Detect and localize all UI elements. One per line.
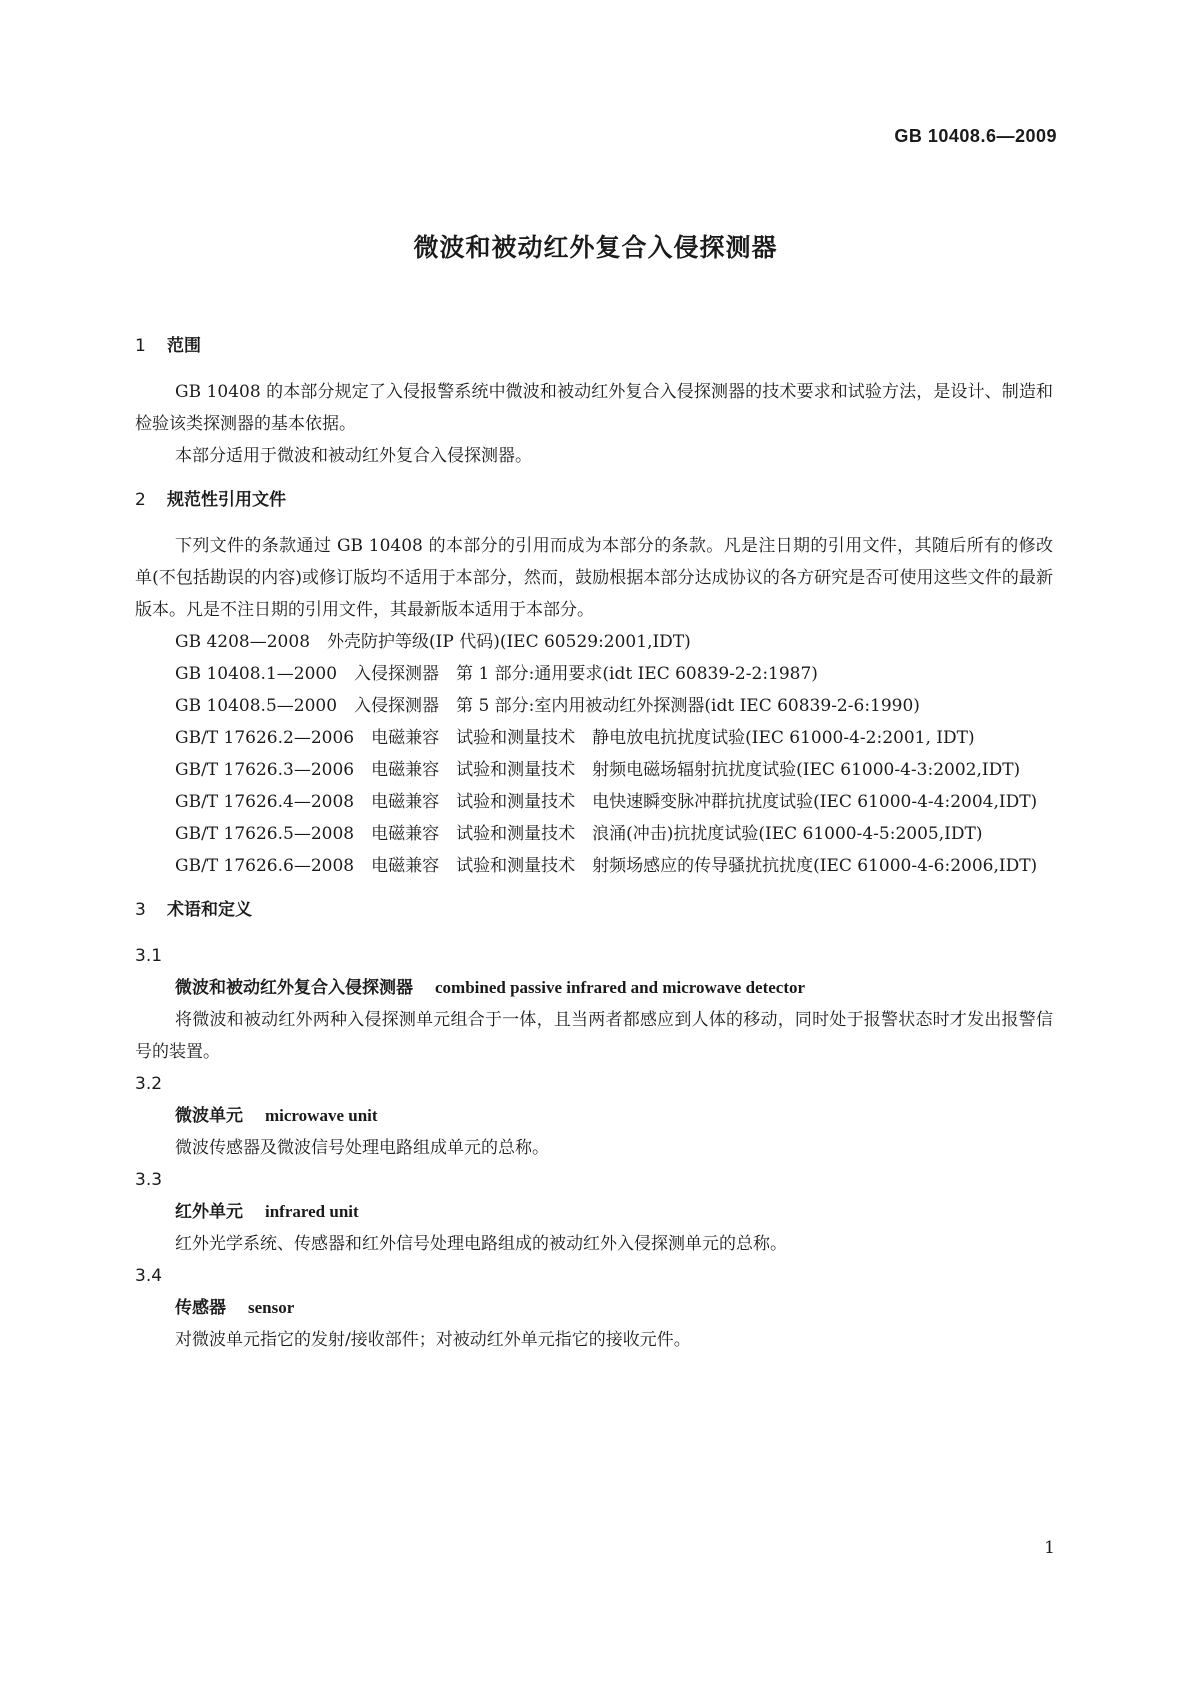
term-entry: [135, 1100, 1053, 1132]
section-1-paragraph: 本部分适用于微波和被动红外复合入侵探测器。: [175, 446, 532, 466]
section-1-number: 1: [135, 336, 146, 356]
reference-item: GB 10408.1—2000 入侵探测器 第 1 部分:通用要求(idt IEC 60839-2-2:1987): [175, 664, 818, 684]
section-3-number: 3: [135, 900, 146, 920]
term-entry: [135, 1196, 1053, 1228]
term-chinese: 微波和被动红外复合入侵探测器: [175, 978, 413, 998]
term-entry: [135, 1292, 1053, 1324]
term-english: infrared unit: [265, 1202, 359, 1221]
section-3-title: 术语和定义: [167, 900, 252, 920]
term-number: 3.2: [135, 1074, 163, 1094]
section-1-heading: [135, 330, 1053, 362]
reference-item: GB/T 17626.3—2006 电磁兼容 试验和测量技术 射频电磁场辐射抗扰度试验(IEC 61000-4-3:2002,IDT): [175, 760, 1021, 780]
reference-item: GB 4208—2008 外壳防护等级(IP 代码)(IEC 60529:2001,IDT): [175, 632, 691, 652]
section-2-title: 规范性引用文件: [167, 490, 286, 510]
standard-code: GB 10408.6—2009: [894, 126, 1057, 146]
term-number: 3.3: [135, 1170, 163, 1190]
term-number: 3.4: [135, 1266, 163, 1286]
section-2-intro: 下列文件的条款通过 GB 10408 的本部分的引用而成为本部分的条款。凡是注日期的引用文件，其随后所有的修改单(不包括勘误的内容)或修订版均不适用于本部分，然而，鼓励根据本部分达成协议的各方研究是否可使用这些文件的最新版本。凡是不注日期的引用文件，其最新版本适用于本部分。: [135, 536, 1053, 620]
document-title: 微波和被动红外复合入侵探测器: [413, 233, 778, 262]
reference-item: GB/T 17626.5—2008 电磁兼容 试验和测量技术 浪涌(冲击)抗扰度试验(IEC 61000-4-5:2005,IDT): [175, 824, 983, 844]
reference-item: GB 10408.5—2000 入侵探测器 第 5 部分:室内用被动红外探测器(idt IEC 60839-2-6:1990): [175, 696, 920, 716]
term-english: sensor: [248, 1298, 295, 1317]
reference-item: GB/T 17626.2—2006 电磁兼容 试验和测量技术 静电放电抗扰度试验(IEC 61000-4-2:2001, IDT): [175, 728, 975, 748]
page-number: 1: [1044, 1538, 1055, 1558]
term-english: microwave unit: [265, 1106, 378, 1125]
term-definition: 将微波和被动红外两种入侵探测单元组合于一体，且当两者都感应到人体的移动，同时处于报警状态时才发出报警信号的装置。: [135, 1010, 1053, 1062]
term-chinese: 微波单元: [175, 1106, 243, 1126]
term-definition: 微波传感器及微波信号处理电路组成单元的总称。: [175, 1138, 549, 1158]
term-chinese: 红外单元: [175, 1202, 243, 1222]
section-3-heading: [135, 894, 1053, 926]
term-definition: 对微波单元指它的发射/接收部件；对被动红外单元指它的接收元件。: [175, 1330, 691, 1350]
document-body: [135, 330, 1053, 1356]
reference-item: GB/T 17626.6—2008 电磁兼容 试验和测量技术 射频场感应的传导骚扰抗扰度(IEC 61000-4-6:2006,IDT): [175, 856, 1038, 876]
section-1-title: 范围: [167, 336, 201, 356]
section-2-number: 2: [135, 490, 146, 510]
term-number: 3.1: [135, 946, 163, 966]
term-definition: 红外光学系统、传感器和红外信号处理电路组成的被动红外入侵探测单元的总称。: [175, 1234, 787, 1254]
section-2-heading: [135, 484, 1053, 516]
term-entry: [135, 972, 1053, 1004]
section-1-paragraph: GB 10408 的本部分规定了入侵报警系统中微波和被动红外复合入侵探测器的技术要求和试验方法，是设计、制造和检验该类探测器的基本依据。: [135, 382, 1053, 434]
term-english: combined passive infrared and microwave detector: [435, 978, 806, 997]
term-chinese: 传感器: [175, 1298, 226, 1318]
reference-item: GB/T 17626.4—2008 电磁兼容 试验和测量技术 电快速瞬变脉冲群抗扰度试验(IEC 61000-4-4:2004,IDT): [175, 792, 1038, 812]
